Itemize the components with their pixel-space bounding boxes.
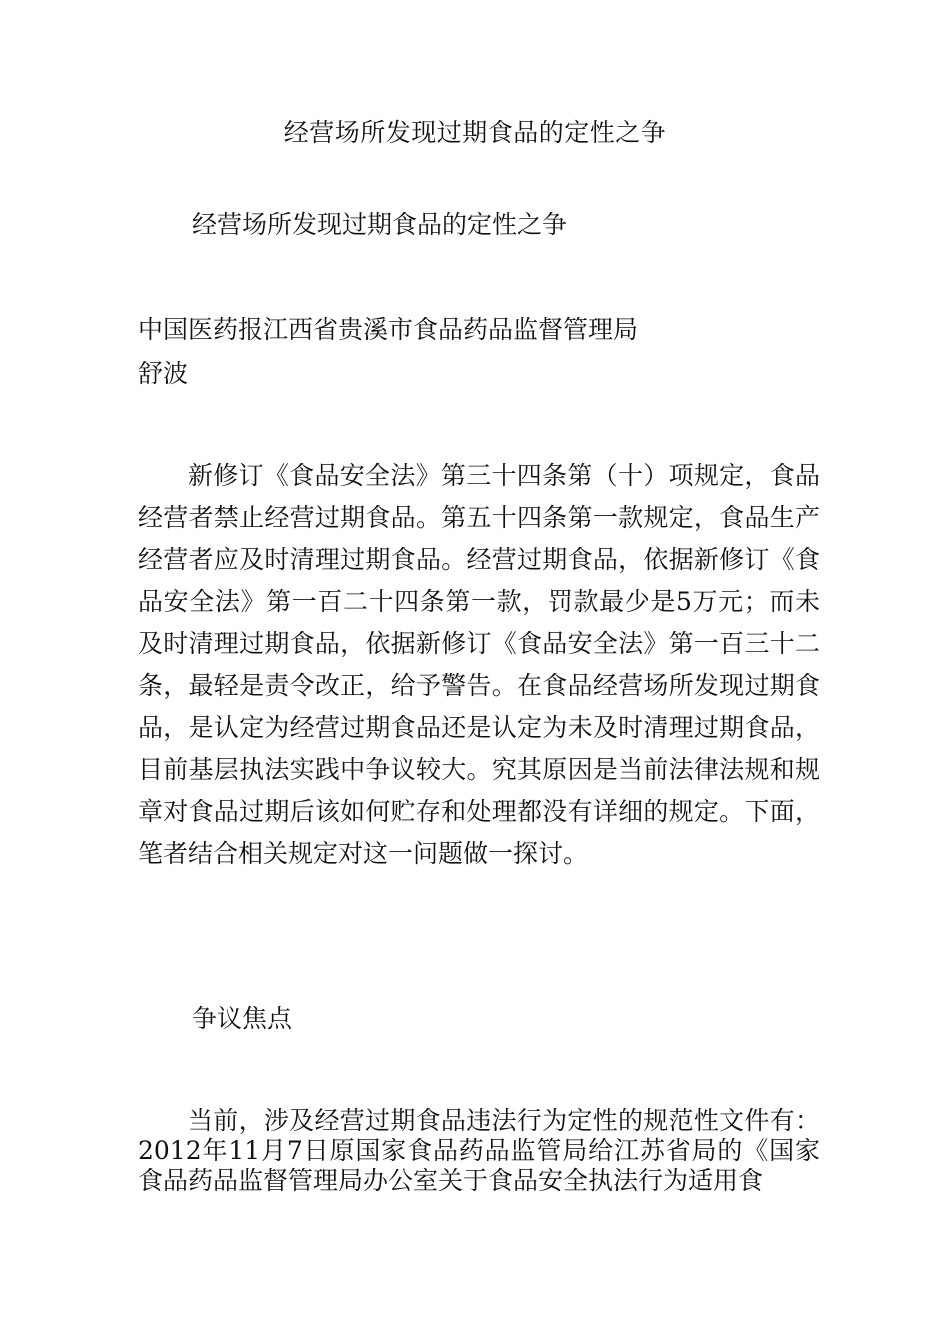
section-heading: 争议焦点 bbox=[192, 1004, 293, 1033]
byline-source: 中国医药报江西省贵溪市食品药品监督管理局 bbox=[138, 315, 639, 344]
document-subtitle: 经营场所发现过期食品的定性之争 bbox=[192, 210, 568, 239]
body-paragraph-2: 当前，涉及经营过期食品违法行为定性的规范性文件有：2012年11月7日原国家食品药品监管局给江苏省局的《国家食品药品监督管理局办公室关于食品安全执法行为适用食 bbox=[138, 1106, 820, 1195]
byline-author: 舒波 bbox=[138, 359, 189, 388]
byline bbox=[138, 308, 638, 396]
body-paragraph-1: 新修订《食品安全法》第三十四条第（十）项规定，食品经营者禁止经营过期食品。第五十四条第一款规定，食品生产经营者应及时清理过期食品。经营过期食品，依据新修订《食品安全法》第一百二十四条第一款，罚款最少是5万元；而未及时清理过期食品，依据新修订《食品安全法》第一百三十二条，最轻是责令改正，给予警告。在食品经营场所发现过期食品，是认定为经营过期食品还是认定为未及时清理过期食品，目前基层执法实践中争议较大。究其原因是当前法律法规和规章对食品过期后该如何贮存和处理都没有详细的规定。下面，笔者结合相关规定对这一问题做一探讨。 bbox=[138, 461, 820, 868]
document-title: 经营场所发现过期食品的定性之争 bbox=[283, 118, 667, 147]
